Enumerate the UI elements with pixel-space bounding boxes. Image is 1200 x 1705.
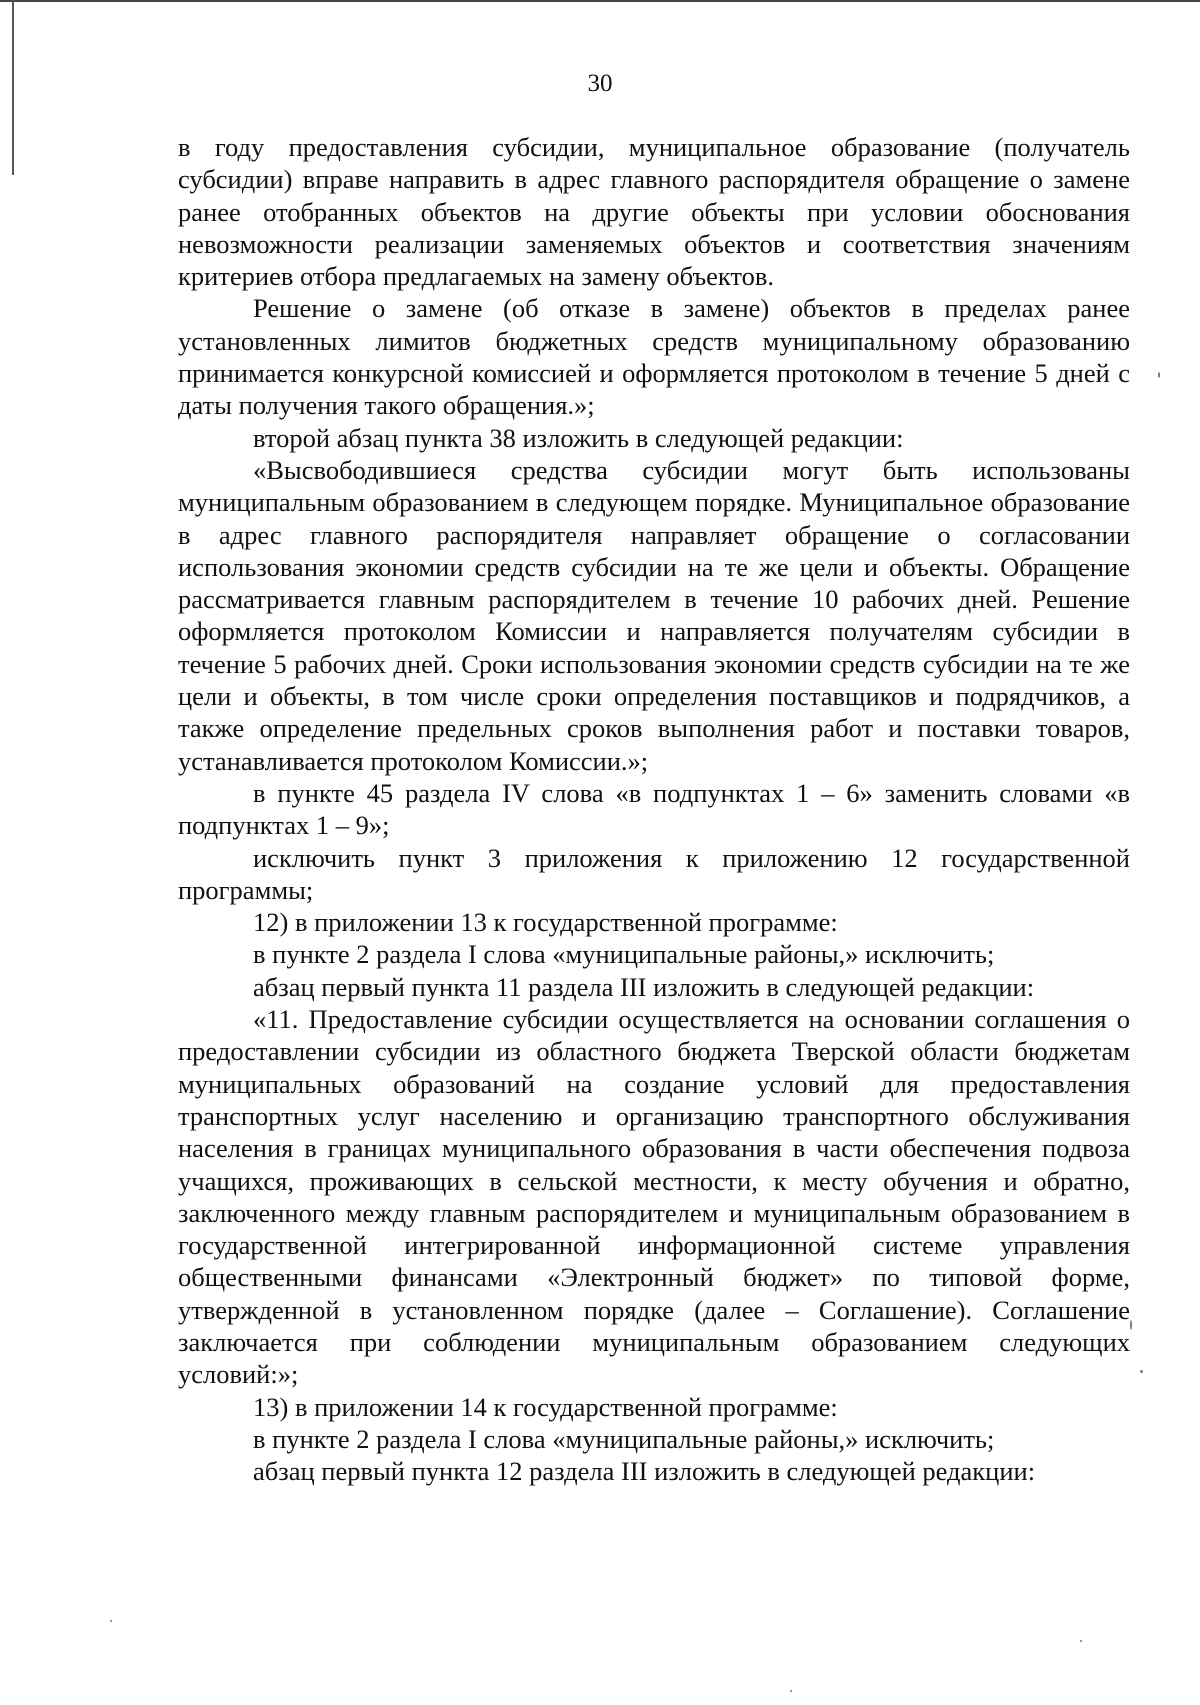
document-body bbox=[178, 131, 1130, 1487]
scan-border-top bbox=[0, 0, 1200, 2]
scan-speck bbox=[1080, 1640, 1082, 1642]
paragraph-6: исключить пункт 3 приложения к приложению 12 государственной программы; bbox=[178, 842, 1130, 905]
paragraph-7: 12) в приложении 13 к государственной программе: bbox=[253, 907, 838, 938]
paragraph-5: в пункте 45 раздела IV слова «в подпунктах 1 – 6» заменить словами «в подпунктах 1 – 9»; bbox=[178, 777, 1130, 841]
page-number: 30 bbox=[587, 70, 613, 97]
paragraph-12: в пункте 2 раздела I слова «муниципальные районы,» исключить; bbox=[253, 1423, 995, 1454]
paragraph-10: «11. Предоставление субсидии осуществляется на основании соглашения о предоставлении субсидии из областного бюджета Тверской области бюджетам муниципальных образований на создание условий для предоставления транспортных услуг населению и организацию транспортного обслуживания населения в границах муниципального образования в части обеспечения подвоза учащихся, проживающих в сельской местности, к месту обучения и обратно, заключенного между главным распорядителем и муниципальным образованием в государственной интегрированной информационной системе управления общественными финансами «Электронный бюджет» по типовой форме, утвержденной в установленном порядке (далее – Соглашение). Соглашение заключается при соблюдении муниципальным образованием следующих условий:»; bbox=[178, 1004, 1130, 1390]
paragraph-4: «Высвободившиеся средства субсидии могут быть использованы муниципальным образованием в следующем порядке. Муниципальное образование в адрес главного распорядителя направляет обращение о согласовании использования экономии средств субсидии на те же цели и объекты. Обращение рассматривается главным распорядителем в течение 10 рабочих дней. Решение оформляется протоколом Комиссии и направляется получателям субсидии в течение 5 рабочих дней. Сроки использования экономии средств субсидии на те же цели и объекты, в том числе сроки определения поставщиков и подрядчиков, а также определение предельных сроков выполнения работ и поставки товаров, устанавливается протоколом Комиссии.»; bbox=[178, 454, 1130, 776]
paragraph-13: абзац первый пункта 12 раздела III изложить в следующей редакции: bbox=[253, 1456, 1036, 1487]
scan-speck bbox=[1130, 1320, 1132, 1330]
paragraph-3: второй абзац пункта 38 изложить в следующей редакции: bbox=[253, 422, 904, 453]
scan-speck bbox=[790, 1690, 792, 1692]
scan-speck bbox=[1140, 1370, 1143, 1373]
paragraph-9: абзац первый пункта 11 раздела III изложить в следующей редакции: bbox=[253, 971, 1035, 1002]
paragraph-1: в году предоставления субсидии, муниципальное образование (получатель субсидии) вправе направить в адрес главного распорядителя обращение о замене ранее отобранных объектов на другие объекты при условии обоснования невозможности реализации заменяемых объектов и соответствия значениям критериев отбора предлагаемых на замену объектов. bbox=[178, 132, 1130, 292]
scan-speck bbox=[1158, 372, 1160, 378]
paragraph-11: 13) в приложении 14 к государственной программе: bbox=[253, 1391, 838, 1422]
paragraph-2: Решение о замене (об отказе в замене) объектов в пределах ранее установленных лимитов бюджетных средств муниципальному образованию принимается конкурсной комиссией и оформляется протоколом в течение 5 дней с даты получения такого обращения.»; bbox=[178, 293, 1130, 421]
scan-speck bbox=[110, 1620, 112, 1622]
paragraph-8: в пункте 2 раздела I слова «муниципальные районы,» исключить; bbox=[253, 939, 995, 970]
